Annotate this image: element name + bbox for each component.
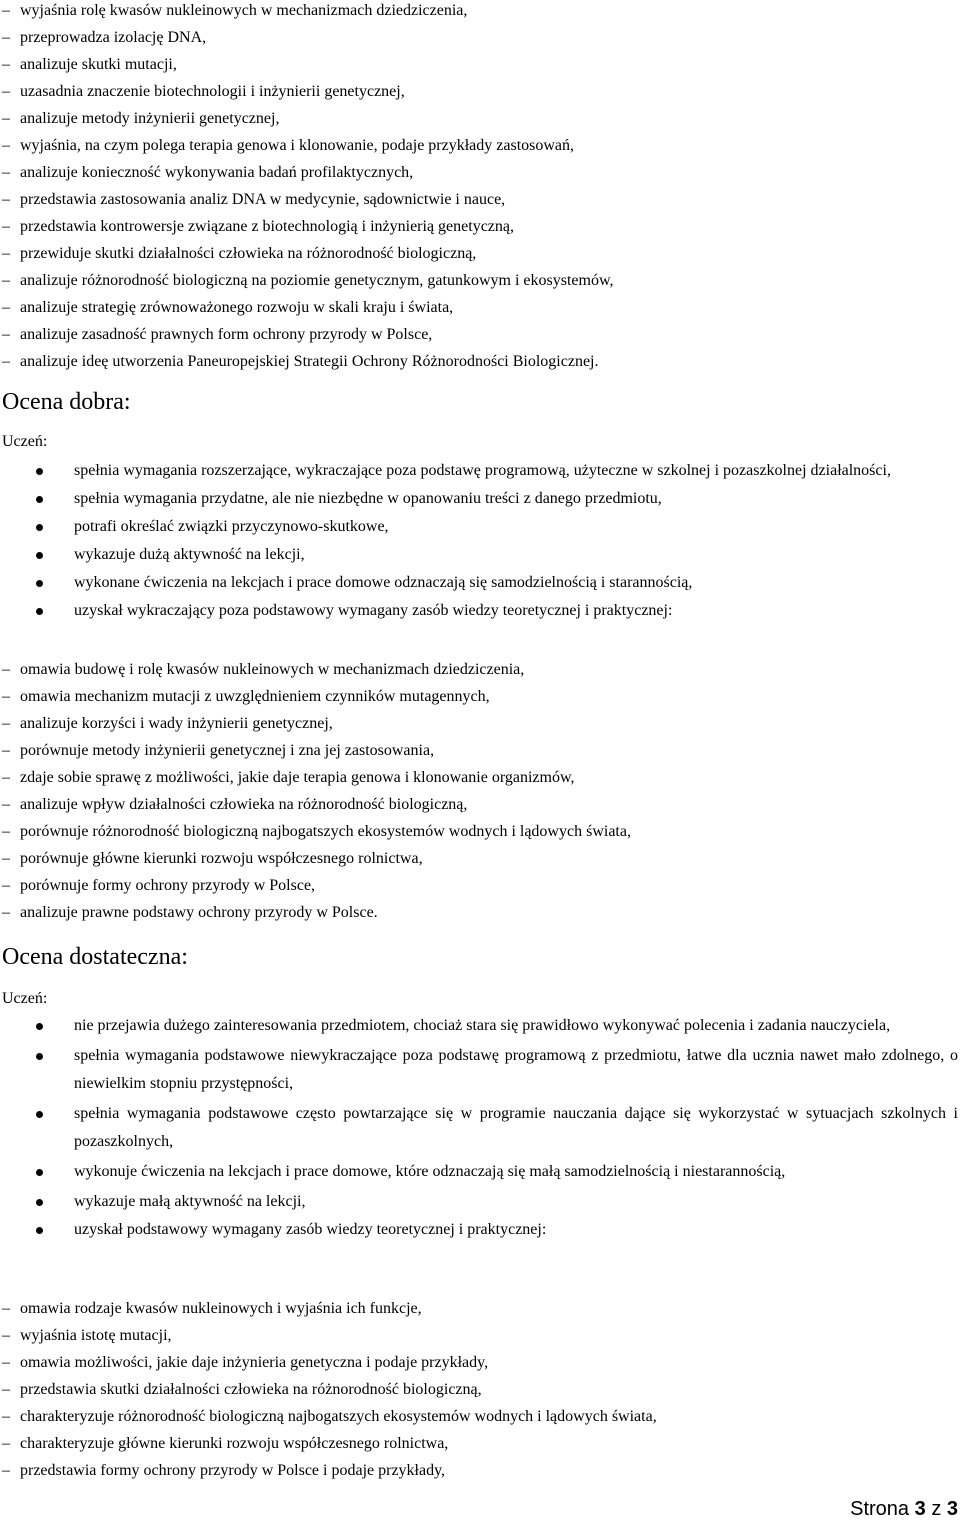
bullet-item: spełnia wymagania przydatne, ale nie niezbędne w opanowaniu treści z danego przedmiotu,: [0, 485, 960, 513]
bullet-icon: [36, 580, 43, 587]
list-item: – analizuje ideę utworzenia Paneuropejskiej Strategii Ochrony Różnorodności Biologicznej.: [0, 348, 613, 375]
bullet-item: potrafi określać związki przyczynowo-skutkowe,: [0, 513, 960, 541]
list-item: – omawia budowę i rolę kwasów nukleinowych w mechanizmach dziedziczenia,: [0, 656, 631, 683]
list-item: – wyjaśnia istotę mutacji,: [0, 1322, 657, 1349]
list-item: – przedstawia zastosowania analiz DNA w medycynie, sądownictwie i nauce,: [0, 186, 613, 213]
good-dash-list: [0, 656, 631, 926]
sufficient-dash-list: [0, 1295, 657, 1484]
section-heading-good: Ocena dobra:: [2, 389, 131, 415]
list-item: – analizuje konieczność wykonywania badań profilaktycznych,: [0, 159, 613, 186]
list-item: – omawia mechanizm mutacji z uwzględnieniem czynników mutagennych,: [0, 683, 631, 710]
bullet-item: wykonuje ćwiczenia na lekcjach i prace domowe, które odznaczają się małą samodzielnością i niestarannością,: [0, 1158, 960, 1186]
list-item: – analizuje różnorodność biologiczną na poziomie genetycznym, gatunkowym i ekosystemów,: [0, 267, 613, 294]
list-item: – analizuje prawne podstawy ochrony przyrody w Polsce.: [0, 899, 631, 926]
list-item: – przewiduje skutki działalności człowieka na różnorodność biologiczną,: [0, 240, 613, 267]
list-item: – wyjaśnia rolę kwasów nukleinowych w mechanizmach dziedziczenia,: [0, 0, 613, 24]
total-pages-number: 3: [946, 1498, 958, 1520]
footer-of: z: [931, 1498, 942, 1520]
list-item: – omawia możliwości, jakie daje inżynieria genetyczna i podaje przykłady,: [0, 1349, 657, 1376]
list-item: – porównuje główne kierunki rozwoju współczesnego rolnictwa,: [0, 845, 631, 872]
bullet-item: wykonane ćwiczenia na lekcjach i prace domowe odznaczają się samodzielnością i starannością,: [0, 569, 960, 597]
top-requirements-list: [0, 0, 613, 375]
sufficient-bullet-list: [0, 1012, 960, 1244]
good-bullet-list: [0, 457, 960, 625]
bullet-icon: [36, 468, 43, 475]
student-label: Uczeń:: [2, 990, 48, 1007]
bullet-icon: [36, 1053, 43, 1060]
list-item: – przedstawia kontrowersje związane z biotechnologią i inżynierią genetyczną,: [0, 213, 613, 240]
bullet-item: spełnia wymagania podstawowe niewykraczające poza podstawę programową z przedmiotu, łatwe dla ucznia nawet mało zdolnego, o niewielkim stopniu przystępności,: [0, 1042, 960, 1098]
bullet-item: nie przejawia dużego zainteresowania przedmiotem, chociaż stara się prawidłowo wykonywać polecenia i zadania nauczyciela,: [0, 1012, 960, 1040]
bullet-icon: [36, 1169, 43, 1176]
current-page-number: 3: [914, 1498, 926, 1520]
list-item: – analizuje korzyści i wady inżynierii genetycznej,: [0, 710, 631, 737]
list-item: – przeprowadza izolację DNA,: [0, 24, 613, 51]
bullet-item: spełnia wymagania rozszerzające, wykraczające poza podstawę programową, użyteczne w szkolnej i pozaszkolnej działalności,: [0, 457, 960, 485]
list-item: – przedstawia formy ochrony przyrody w Polsce i podaje przykłady,: [0, 1457, 657, 1484]
list-item: – analizuje strategię zrównoważonego rozwoju w skali kraju i świata,: [0, 294, 613, 321]
list-item: – analizuje wpływ działalności człowieka na różnorodność biologiczną,: [0, 791, 631, 818]
list-item: – omawia rodzaje kwasów nukleinowych i wyjaśnia ich funkcje,: [0, 1295, 657, 1322]
list-item: – porównuje metody inżynierii genetycznej i zna jej zastosowania,: [0, 737, 631, 764]
bullet-item: wykazuje małą aktywność na lekcji,: [0, 1188, 960, 1216]
footer-prefix: Strona: [850, 1498, 910, 1520]
list-item: – analizuje skutki mutacji,: [0, 51, 613, 78]
list-item: – charakteryzuje główne kierunki rozwoju współczesnego rolnictwa,: [0, 1430, 657, 1457]
list-item: – przedstawia skutki działalności człowieka na różnorodność biologiczną,: [0, 1376, 657, 1403]
list-item: – uzasadnia znaczenie biotechnologii i inżynierii genetycznej,: [0, 78, 613, 105]
list-item: – porównuje formy ochrony przyrody w Polsce,: [0, 872, 631, 899]
bullet-icon: [36, 552, 43, 559]
bullet-item: spełnia wymagania podstawowe często powtarzające się w programie nauczania dające się wykorzystać w sytuacjach szkolnych i pozaszkolnych,: [0, 1100, 960, 1156]
list-item: – analizuje zasadność prawnych form ochrony przyrody w Polsce,: [0, 321, 613, 348]
bullet-icon: [36, 1227, 43, 1234]
list-item: – analizuje metody inżynierii genetycznej,: [0, 105, 613, 132]
student-label: Uczeń:: [2, 433, 48, 450]
section-heading-sufficient: Ocena dostateczna:: [2, 944, 188, 970]
bullet-item: wykazuje dużą aktywność na lekcji,: [0, 541, 960, 569]
page-number-footer: [850, 1497, 958, 1521]
bullet-icon: [36, 496, 43, 503]
list-item: – porównuje różnorodność biologiczną najbogatszych ekosystemów wodnych i lądowych świata,: [0, 818, 631, 845]
bullet-item: uzyskał wykraczający poza podstawowy wymagany zasób wiedzy teoretycznej i praktycznej:: [0, 597, 960, 625]
bullet-icon: [36, 608, 43, 615]
bullet-icon: [36, 524, 43, 531]
bullet-icon: [36, 1199, 43, 1206]
list-item: – zdaje sobie sprawę z możliwości, jakie daje terapia genowa i klonowanie organizmów,: [0, 764, 631, 791]
list-item: – charakteryzuje różnorodność biologiczną najbogatszych ekosystemów wodnych i lądowych świata,: [0, 1403, 657, 1430]
bullet-item: uzyskał podstawowy wymagany zasób wiedzy teoretycznej i praktycznej:: [0, 1216, 960, 1244]
bullet-icon: [36, 1111, 43, 1118]
list-item: – wyjaśnia, na czym polega terapia genowa i klonowanie, podaje przykłady zastosowań,: [0, 132, 613, 159]
bullet-icon: [36, 1023, 43, 1030]
